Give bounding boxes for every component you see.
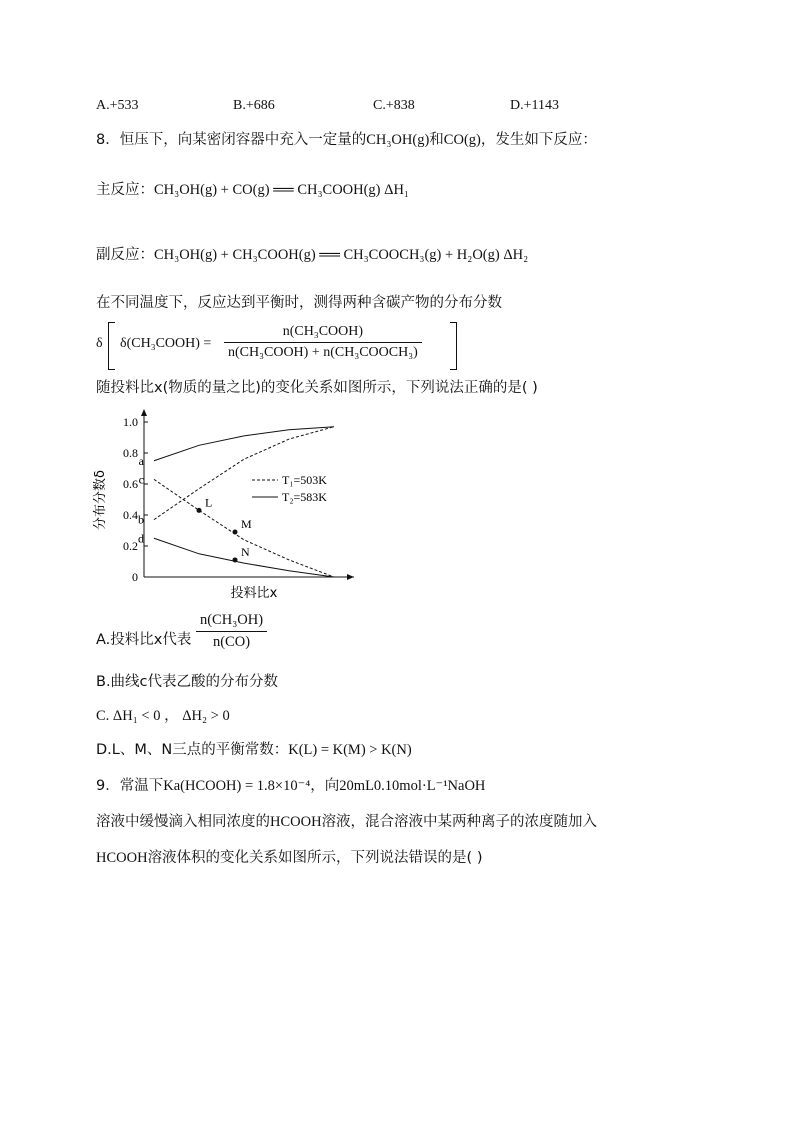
y-tick-label: 0.6 [123,477,138,491]
q8-main-reaction [96,178,409,199]
side-equation: CH₃OH(g) + CH₃COOH(g) ══ CH₃COOCH₃(g) + H₂O(g) ΔH₂ [154,247,529,263]
delta-denominator: n(CH₃COOH) + n(CH₃COOCH₃) [228,345,418,360]
y-tick-label: 0 [132,570,138,584]
y-tick-label: 1.0 [123,415,138,429]
q9-line2-prefix: 溶液中缓慢滴入相同浓度的 [96,814,270,830]
q8-option-b: B.曲线c代表乙酸的分布分数 [96,674,279,690]
series-line-a [154,427,334,461]
q9-solution: 20mL0.10mol·L⁻¹NaOH [339,778,486,794]
option-a-numerator: n(CH₃OH) [196,612,267,632]
q9-ka: Ka(HCOOH) = 1.8×10⁻⁴ [163,778,311,794]
q8-option-d [96,738,412,759]
series-label-a: a [138,453,144,468]
option-7b: B.+686 [233,98,275,113]
delta-numerator: n(CH₃COOH) [224,324,422,343]
point-label-L: L [205,495,213,510]
legend-solid-label: T₂=583K [282,490,327,504]
q8-intro: 在不同温度下，反应达到平衡时，测得两种含碳产物的分布分数 [96,295,502,311]
q8-option-a [96,612,267,652]
q8-reactant2: CO(g) [443,132,481,148]
point-M [233,530,238,535]
q8-stem [96,128,597,149]
point-N [233,557,238,562]
q8-stem-prefix: 8．恒压下，向某密闭容器中充入一定量的 [96,132,367,148]
option-d-expr: K(L) = K(M) > K(N) [288,742,412,758]
y-tick-label: 0.8 [123,446,138,460]
main-equation: CH₃OH(g) + CO(g) ══ CH₃COOH(g) ΔH₁ [154,182,409,198]
option-7c: C.+838 [373,98,415,113]
q8-reactant1: CH₃OH(g) [366,132,430,148]
option-7d: D.+1143 [510,98,559,113]
series-label-c: c [138,472,144,487]
y-axis-arrow [141,409,147,416]
y-tick-label: 0.2 [123,539,138,553]
left-bracket [108,322,115,370]
y-axis-label: 分布分数δ [93,470,108,530]
option-7a: A.+533 [96,98,139,113]
point-label-N: N [241,544,250,559]
point-L [197,508,202,513]
option-a-prefix: A.投料比x代表 [96,631,192,648]
x-axis-arrow [347,574,354,580]
legend-dashed-label: T₁=503K [282,473,327,487]
x-axis-label: 投料比x [230,586,278,601]
main-label: 主反应： [96,182,154,198]
q9-mid: ，向 [310,778,340,794]
option-a-fraction [196,612,267,651]
q9-line3-acid: HCOOH [96,850,148,866]
distribution-chart [92,405,362,605]
q9-line2-suffix: 溶液，混合溶液中某两种离子的浓度随加入 [321,814,598,830]
q9-line3 [96,846,482,867]
q8-option-c: C. ΔH₁ < 0 ， ΔH₂ > 0 [96,708,230,724]
q9-line2 [96,810,597,831]
y-tick-label: 0.4 [123,508,138,522]
option-d-prefix: D.L、M、N三点的平衡常数： [96,742,289,758]
series-label-b: b [138,512,144,527]
q9-line2-acid: HCOOH [270,814,322,830]
side-label: 副反应： [96,247,154,263]
option-a-denominator: n(CO) [212,634,251,650]
delta-fraction [224,324,422,361]
delta-left: δ(CH₃COOH) = [120,336,212,351]
q8-relation: 随投料比x(物质的量之比)的变化关系如图所示，下列说法正确的是( ) [96,380,538,396]
q9-line1 [96,774,485,795]
q9-prefix: 9．常温下 [96,778,164,794]
point-label-M: M [241,517,252,532]
q8-and: 和 [429,132,444,148]
q8-side-reaction [96,243,528,264]
series-label-d: d [138,531,144,546]
right-bracket [450,322,457,370]
q9-line3-suffix: 溶液体积的变化关系如图所示，下列说法错误的是( ) [147,850,483,866]
q8-stem-suffix: ，发生如下反应： [480,132,597,148]
delta-symbol: δ [96,336,103,351]
